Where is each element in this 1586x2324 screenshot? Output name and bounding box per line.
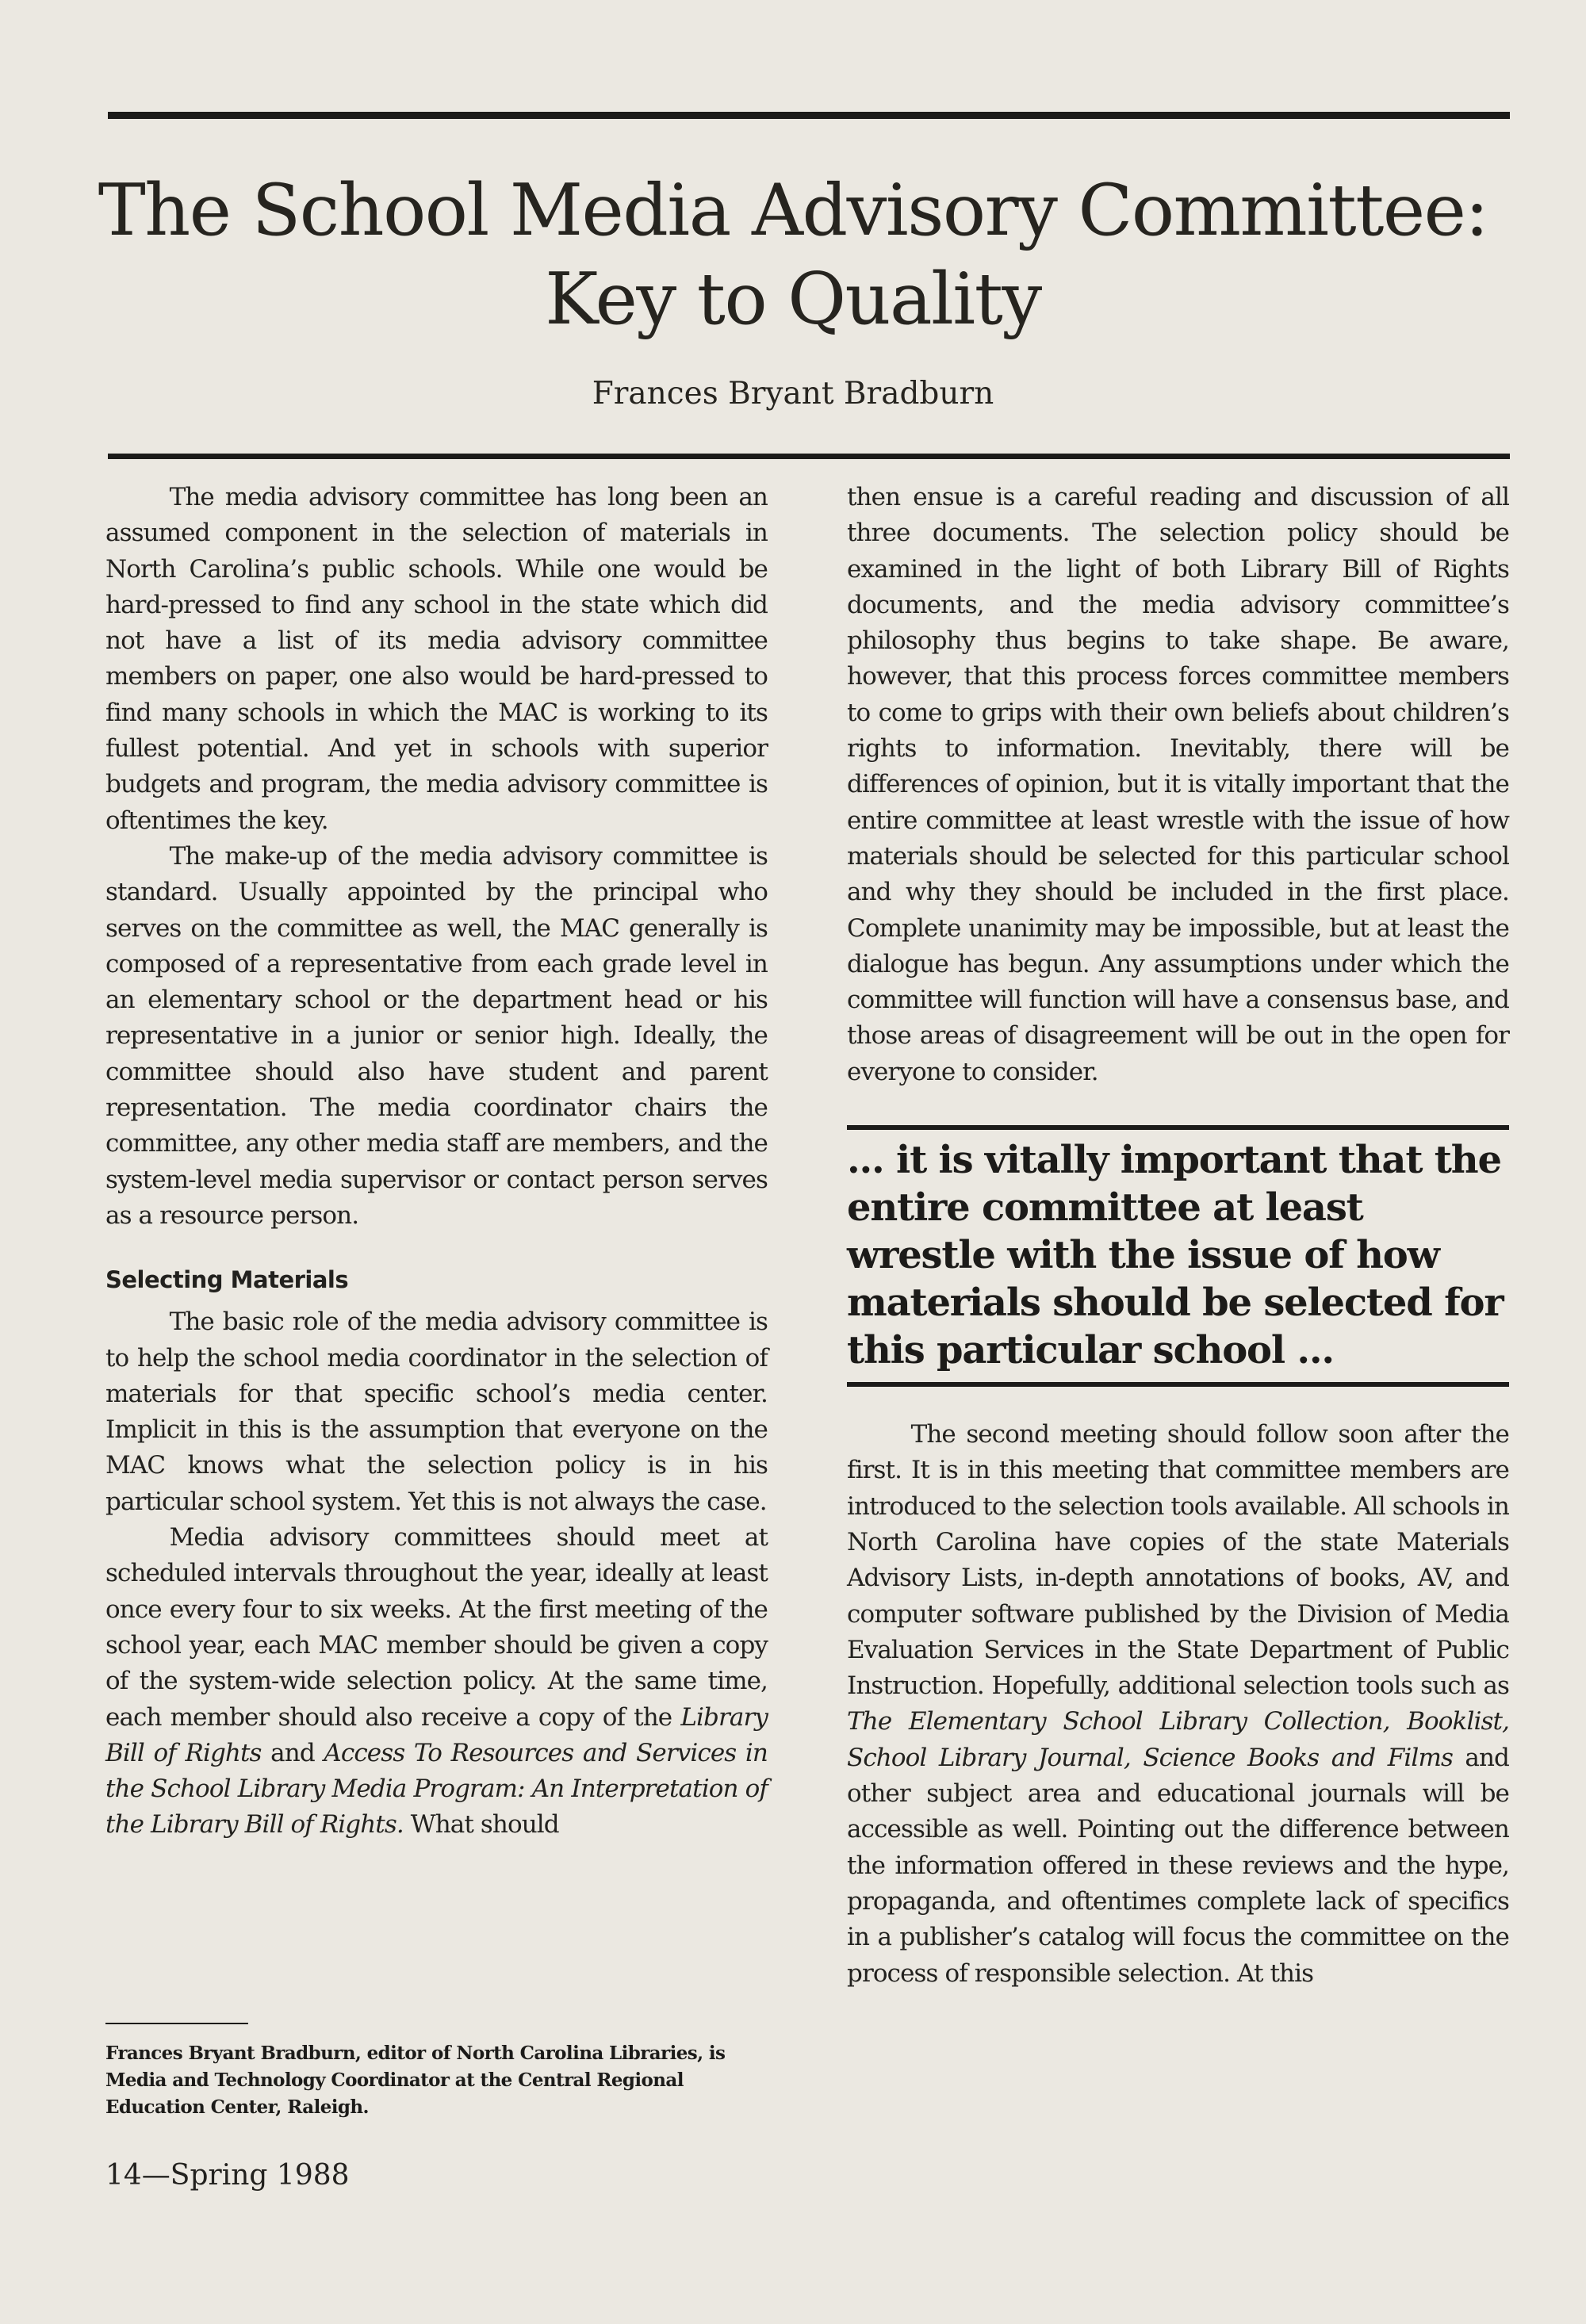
header-rule <box>108 454 1510 459</box>
paragraph-text: What should <box>403 1810 559 1840</box>
title-line-1: The School Media Advisory Committee: <box>98 169 1488 252</box>
paragraph-text: and other subject area and educational journals will be accessible as well. Pointing out the difference between the information offered in these reviews and the hype, propaganda, and oftentimes complete lack of specifics in a publisher’s catalog will focus the committee on the process of responsible selection. At this <box>847 1743 1509 1988</box>
pull-quote: ... it is vitally important that the entire committee at least wrestle with the issue of how materials should be selected for this particular school ... <box>847 1138 1504 1373</box>
paragraph-text: The second meeting should follow soon after the first. It is in this meeting that committee members are introduced to the selection tools available. All schools in North Carolina have copies of the state Materials Advisory Lists, in-depth annotations of books, AV, and computer software published by the Division of Media Evaluation Services in the State Department of Public Instruction. Hopefully, additional selection tools such as <box>847 1420 1509 1701</box>
left-column <box>105 480 768 1844</box>
left-paragraph-2: The make-up of the media advisory committee is standard. Usually appointed by the principal who serves on the committee as well, the MAC generally is composed of a representative from each grade level in an elementary school or the department head or his representative in a junior or senior high. Ideally, the committee should also have student and parent representation. The media coordinator chairs the committee, any other media staff are members, and the system-level media supervisor or contact person serves as a resource person. <box>105 841 768 1230</box>
italic-title: Library Bill of Rights <box>105 1702 768 1767</box>
title-line-2: Key to Quality <box>545 258 1041 341</box>
right-paragraph-1: then ensue is a careful reading and discussion of all three documents. The selection policy should be examined in the light of both Library Bill of Rights documents, and the media advisory committee’s philosophy thus begins to take shape. Be aware, however, that this process forces committee members to come to grips with their own beliefs about children’s rights to information. Inevitably, there will be differences of opinion, but it is vitally important that the entire committee at least wrestle with the issue of how materials should be selected for this particular school and why they should be included in the first place. Complete unanimity may be impossible, but at least the dialogue has begun. Any assumptions under which the committee will function will have a consensus base, and those areas of disagreement will be out in the open for everyone to consider. <box>847 483 1509 1086</box>
footnote-rule <box>105 2023 248 2024</box>
italic-titles: The Elementary School Library Collection, Booklist, School Library Journal, Science Books and Films <box>847 1707 1509 1772</box>
pullquote-top-rule <box>847 1125 1509 1130</box>
pullquote-bottom-rule <box>847 1382 1509 1387</box>
page-folio: 14—Spring 1988 <box>105 2159 350 2192</box>
paragraph-text: Media advisory committees should meet at scheduled intervals throughout the year, ideally at least once every four to six weeks. At the first meeting of the school year, each MAC member should be given a copy of the system-wide selection policy. At the same time, each member should also receive a copy of the <box>105 1523 768 1732</box>
author-byline: Frances Bryant Bradburn <box>592 376 994 412</box>
article-title <box>79 167 1507 344</box>
paragraph-text: and <box>261 1738 324 1767</box>
left-paragraph-4 <box>105 1520 768 1844</box>
right-column <box>847 480 1509 1992</box>
left-paragraph-3: The basic role of the media advisory committee is to help the school media coordinator in the selection of materials for that specific school’s media center. Implicit in this is the assumption that everyone on the MAC knows what the selection policy is in his particular school system. Yet this is not always the case. <box>105 1307 768 1516</box>
right-paragraph-2 <box>847 1417 1509 1992</box>
italic-title: Access To Resources and Services in the School Library Media Program: An Interpretation of the Library Bill of Rights. <box>105 1738 768 1840</box>
top-rule <box>108 112 1510 119</box>
left-paragraph-1: The media advisory committee has long been an assumed component in the selection of materials in North Carolina’s public schools. While one would be hard-pressed to find any school in the state which did not have a list of its media advisory committee members on paper, one also would be hard-pressed to find many schools in which the MAC is working to its fullest potential. And yet in schools with superior budgets and program, the media advisory committee is oftentimes the key. <box>105 483 768 835</box>
section-heading: Selecting Materials <box>105 1266 349 1294</box>
author-footnote: Frances Bryant Bradburn, editor of North Carolina Libraries, is Media and Technology Coordinator at the Central Regional Education Center, Raleigh. <box>105 2043 726 2118</box>
